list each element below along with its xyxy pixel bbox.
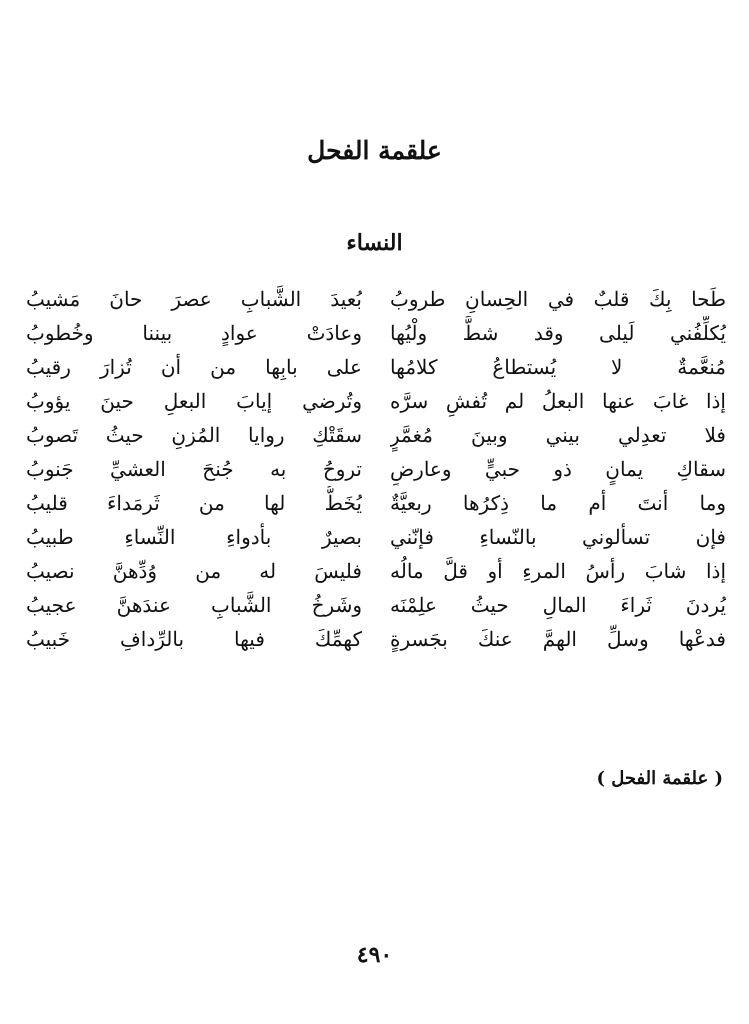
verse-second-hemistich: بصيرٌ بأدواءِ النِّساءِ طبيبُ — [26, 525, 362, 549]
verse-second-hemistich: وشَرخُ الشَّبابِ عندَهنَّ عجيبُ — [26, 593, 362, 617]
verse-first-hemistich: سقاكِ يمانٍ ذو حبيٍّ وعارضٍ — [390, 457, 726, 481]
verse-line — [26, 622, 726, 656]
verse-second-hemistich: فليسَ له من وُدِّهنَّ نصيبُ — [26, 559, 362, 583]
verse-second-hemistich: كهمِّكَ فيها بالرِّدافِ خَبيبُ — [26, 627, 362, 651]
verse-line — [26, 520, 726, 554]
section-heading: النساء — [346, 230, 403, 256]
verse-line — [26, 384, 726, 418]
verse-first-hemistich: وما أنتَ أم ما ذِكرُها ربعيَّةٌ — [390, 491, 726, 515]
verse-first-hemistich: إذا شابَ رأسُ المرءِ أو قلَّ مالُه — [390, 559, 726, 583]
verse-first-hemistich: فلا تعدِلي بيني وبينَ مُغمَّرٍ — [390, 423, 726, 447]
attribution: ( علقمة الفحل ) — [596, 768, 723, 789]
verse-first-hemistich: إذا غابَ عنها البعلُ لم تُفشِ سرَّه — [390, 389, 726, 413]
verse-second-hemistich: سقَتْكِ روايا المُزنِ حيثُ تَصوبُ — [26, 423, 362, 447]
verse-second-hemistich: يُخَطُّ لها من ثَرمَداءَ قليبُ — [26, 491, 362, 515]
poet-title: علقمة الفحل — [307, 136, 442, 165]
verse-line — [26, 554, 726, 588]
verse-line — [26, 350, 726, 384]
verse-first-hemistich: يُردنَ ثَراءَ المالِ حيثُ علِمْنَه — [390, 593, 726, 617]
verse-first-hemistich: فإن تسألوني بالنّساءِ فإنّني — [390, 525, 726, 549]
verse-first-hemistich: يُكلِّفُني لَيلى وقد شطَّ ولْيُها — [390, 321, 726, 345]
verse-line — [26, 588, 726, 622]
verse-first-hemistich: طَحا بِكَ قلبٌ في الحِسانِ طروبُ — [390, 287, 726, 311]
verse-second-hemistich: وتُرضي إيابَ البعلِ حينَ يؤوبُ — [26, 389, 362, 413]
verse-line — [26, 486, 726, 520]
verse-second-hemistich: على بابِها من أن تُزارَ رقيبُ — [26, 355, 362, 379]
poem-body — [26, 282, 726, 656]
verse-line — [26, 282, 726, 316]
verse-line — [26, 418, 726, 452]
page-number: ٤٩٠ — [356, 942, 393, 968]
verse-first-hemistich: مُنعَّمةٌ لا يُستطاعُ كلامُها — [390, 355, 726, 379]
verse-line — [26, 452, 726, 486]
verse-second-hemistich: وعادَتْ عوادٍ بيننا وخُطوبُ — [26, 321, 362, 345]
verse-second-hemistich: تروحُ به جُنحَ العشيِّ جَنوبُ — [26, 457, 362, 481]
verse-second-hemistich: بُعيدَ الشَّبابِ عصرَ حانَ مَشيبُ — [26, 287, 362, 311]
verse-first-hemistich: فدعْها وسلِّ الهمَّ عنكَ بجَسرةٍ — [390, 627, 726, 651]
verse-line — [26, 316, 726, 350]
